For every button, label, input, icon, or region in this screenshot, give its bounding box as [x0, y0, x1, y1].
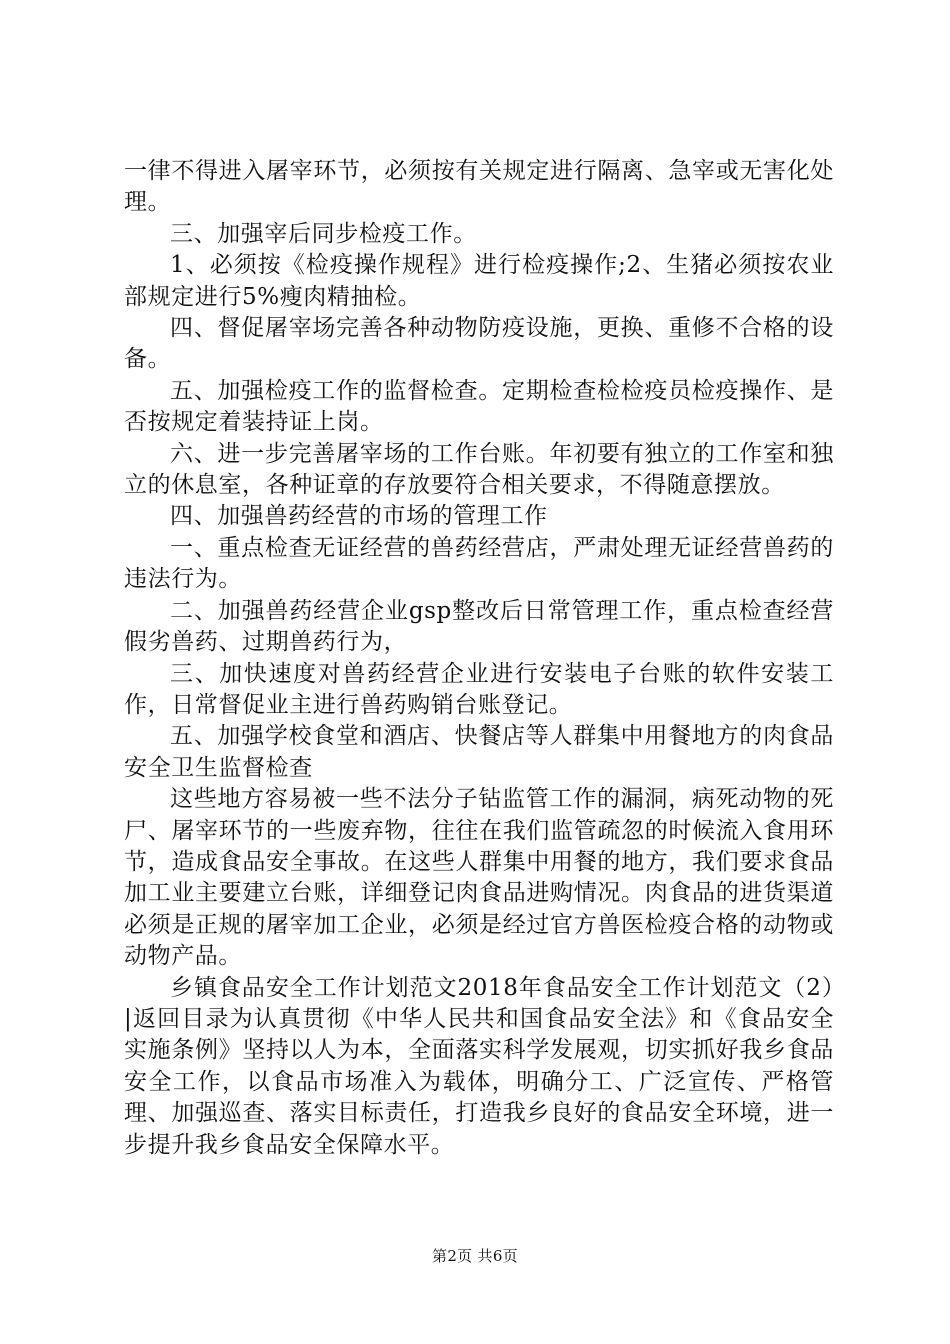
paragraph-section-6: 六、进一步完善屠宰场的工作台账。年初要有独立的工作室和独立的休息室，各种证章的存放要符合相关要求，不得随意摆放。 [124, 440, 834, 499]
paragraph-continuation: 一律不得进入屠宰环节，必须按有关规定进行隔离、急宰或无害化处理。 [124, 158, 834, 216]
paragraph-canteen-detail: 这些地方容易被一些不法分子钻监管工作的漏洞，病死动物的死尸、屠宰环节的一些废弃物，往往在我们监管疏忽的时候流入食用环节，造成食品安全事故。在这些人群集中用餐的地方，我们要求食品加工业主要建立台账，详细登记肉食品进购情况。肉食品的进货渠道必须是正规的屠宰加工企业，必须是经过官方兽医检疫合格的动物或动物产品。 [124, 786, 834, 970]
paragraph-section-4: 四、督促屠宰场完善各种动物防疫设施，更换、重修不合格的设备。 [124, 315, 834, 373]
page-footer: 第2页 共6页 [432, 1247, 518, 1265]
document-body [124, 156, 834, 1161]
paragraph-drug-item-1: 一、重点检查无证经营的兽药经营店，严肃处理无证经营兽药的违法行为。 [124, 534, 834, 593]
paragraph-drug-item-2: 二、加强兽药经营企业gsp整改后日常管理工作，重点检查经营假劣兽药、过期兽药行为， [124, 597, 834, 656]
paragraph-quarantine-steps: 1、必须按《检疫操作规程》进行检疫操作;2、生猪必须按农业部规定进行5%瘦肉精抽检。 [124, 252, 834, 310]
paragraph-heading-vet-drugs: 四、加强兽药经营的市场的管理工作 [170, 503, 548, 530]
paragraph-heading-canteens: 五、加强学校食堂和酒店、快餐店等人群集中用餐地方的肉食品安全卫生监督检查 [124, 723, 834, 781]
paragraph-section-3: 三、加强宰后同步检疫工作。 [170, 220, 477, 247]
paragraph-plan-2018: 乡镇食品安全工作计划范文2018年食品安全工作计划范文（2）|返回目录为认真贯彻《中华人民共和国食品安全法》和《食品安全实施条例》坚持以人为本，全面落实科学发展观，切实抓好我乡食品安全工作，以食品市场准入为载体，明确分工、广泛宣传、严格管理、加强巡查、落实目标责任，打造我乡良好的食品安全环境，进一步提升我乡食品安全保障水平。 [124, 974, 834, 1158]
paragraph-drug-item-3: 三、加快速度对兽药经营企业进行安装电子台账的软件安装工作，日常督促业主进行兽药购销台账登记。 [124, 660, 834, 718]
paragraph-section-5: 五、加强检疫工作的监督检查。定期检查检检疫员检疫操作、是否按规定着装持证上岗。 [124, 377, 834, 436]
